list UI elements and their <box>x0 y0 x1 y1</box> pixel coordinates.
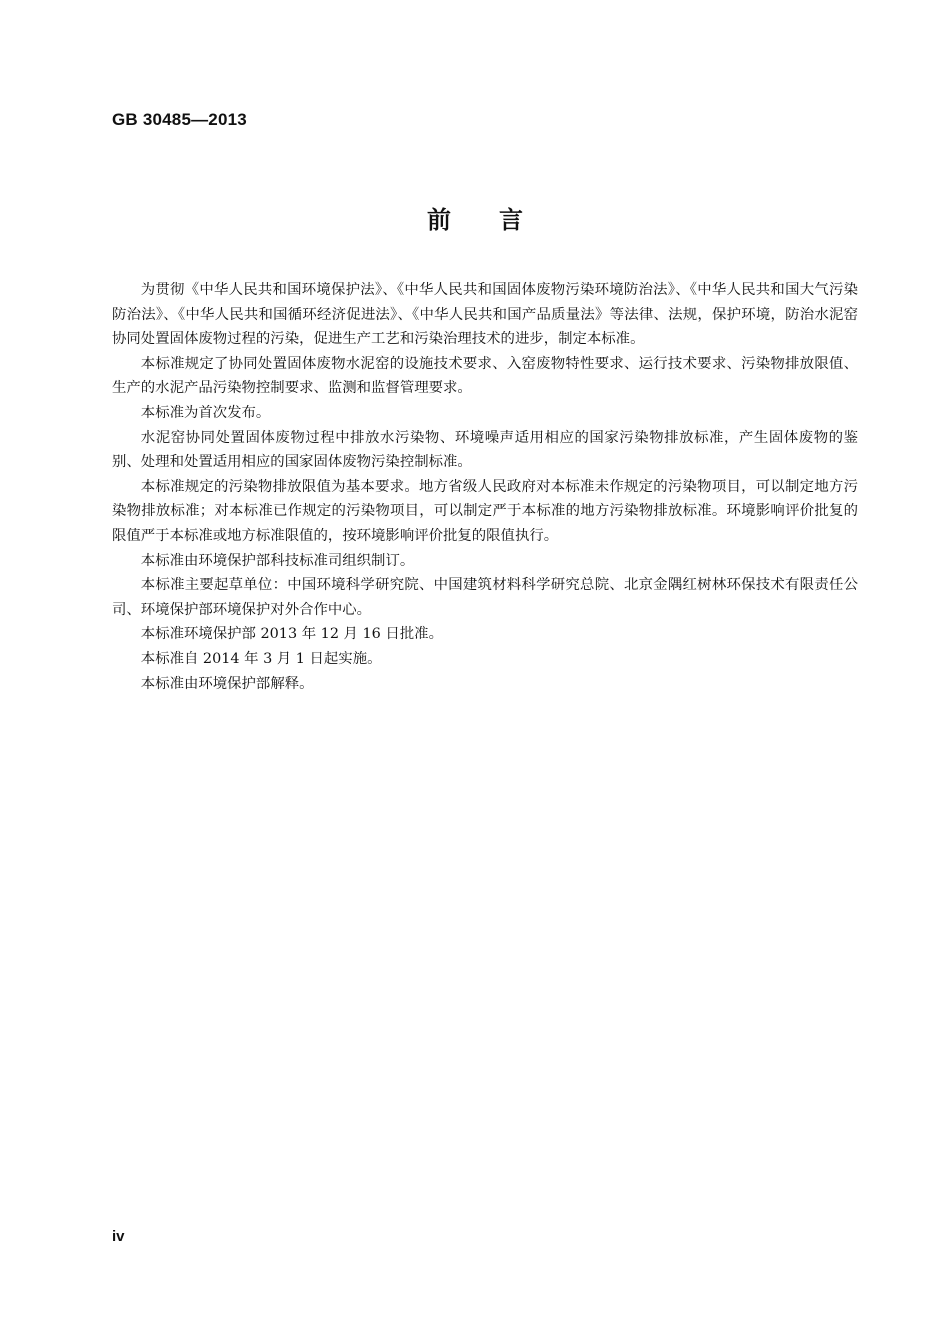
page-title-char-1: 前 <box>427 206 451 234</box>
paragraph-limits: 本标准规定的污染物排放限值为基本要求。地方省级人民政府对本标准未作规定的污染物项目，可以制定地方污染物排放标准；对本标准已作规定的污染物项目，可以制定严于本标准的地方污染物排放标准。环境影响评价批复的限值严于本标准或地方标准限值的，按环境影响评价批复的限值执行。 <box>112 478 858 544</box>
paragraph-purpose: 为贯彻《中华人民共和国环境保护法》、《中华人民共和国固体废物污染环境防治法》、《中华人民共和国大气污染防治法》、《中华人民共和国循环经济促进法》、《中华人民共和国产品质量法》等法律、法规，保护环境，防治水泥窑协同处置固体废物过程的污染，促进生产工艺和污染治理技术的进步，制定本标准。 <box>112 282 858 348</box>
paragraph-applicability: 水泥窑协同处置固体废物过程中排放水污染物、环境噪声适用相应的国家污染物排放标准，产生固体废物的鉴别、处理和处置适用相应的国家固体废物污染控制标准。 <box>112 429 858 471</box>
page-number: iv <box>112 1228 125 1245</box>
paragraph-scope: 本标准规定了协同处置固体废物水泥窑的设施技术要求、入窑废物特性要求、运行技术要求、污染物排放限值、生产的水泥产品污染物控制要求、监测和监督管理要求。 <box>112 355 858 397</box>
page-title-char-2: 言 <box>499 206 523 234</box>
paragraph-approval: 本标准环境保护部 2013 年 12 月 16 日批准。 <box>140 626 443 643</box>
paragraph-first-release: 本标准为首次发布。 <box>140 404 271 421</box>
paragraph-drafters: 本标准主要起草单位：中国环境科学研究院、中国建筑材料科学研究总院、北京金隅红树林环保技术有限责任公司、环境保护部环境保护对外合作中心。 <box>112 577 858 618</box>
paragraph-interpretation: 本标准由环境保护部解释。 <box>140 675 314 692</box>
page-title <box>0 200 950 235</box>
foreword-body <box>112 278 858 696</box>
standard-code: GB 30485—2013 <box>112 110 247 129</box>
paragraph-organizer: 本标准由环境保护部科技标准司组织制订。 <box>140 552 415 569</box>
paragraph-effective-date: 本标准自 2014 年 3 月 1 日起实施。 <box>140 650 382 667</box>
